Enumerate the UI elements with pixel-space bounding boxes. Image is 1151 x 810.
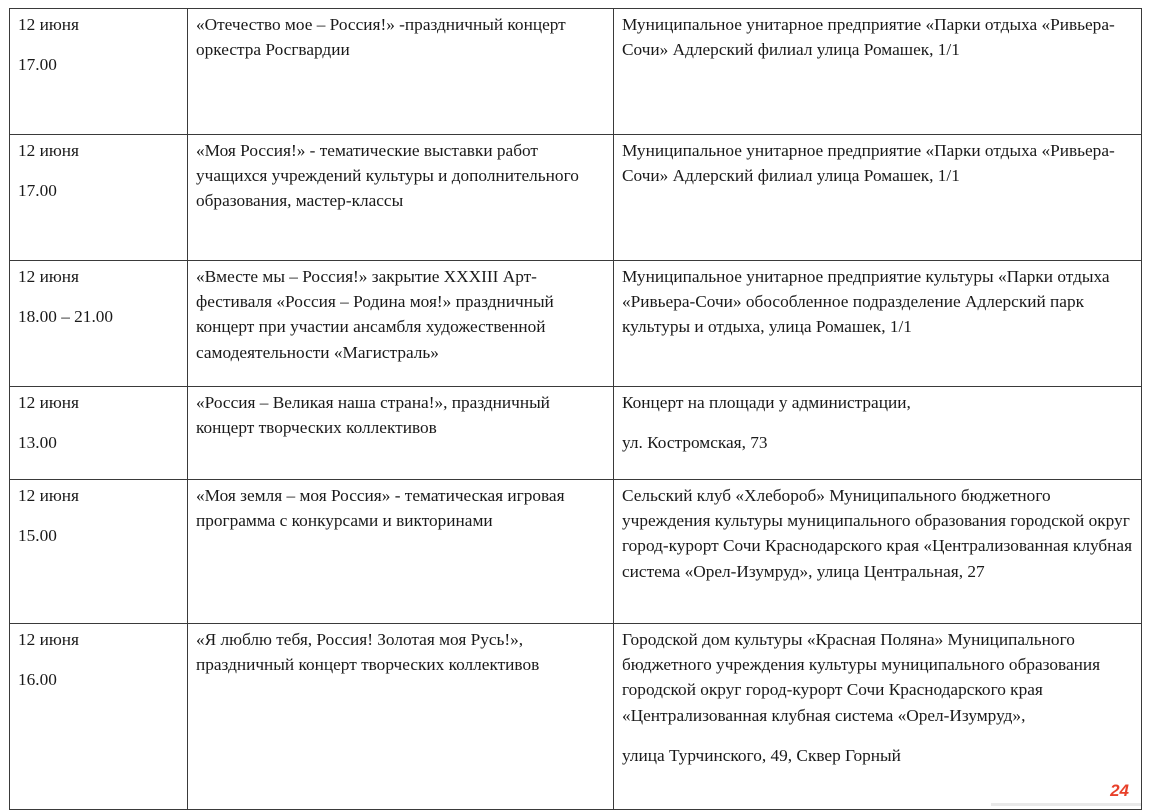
event-date: 12 июня	[18, 141, 79, 160]
event-description: «Отечество мое – Россия!» -праздничный концерт оркестра Росгвардии	[196, 15, 566, 60]
table-row	[10, 261, 1142, 387]
event-place: Концерт на площади у администрации,	[622, 393, 911, 412]
place-cell	[614, 480, 1142, 624]
event-time: 15.00	[18, 526, 57, 546]
place-cell	[614, 387, 1142, 480]
event-place: Сельский клуб «Хлебороб» Муниципального бюджетного учреждения культуры муниципального образования городской округ город-курорт Сочи Краснодарского края «Централизованная клубная система «Орел-Изумруд», улица Центральная, 27	[622, 486, 1133, 581]
date-time-cell	[10, 9, 188, 135]
date-time-cell	[10, 261, 188, 387]
event-time: 16.00	[18, 670, 57, 690]
event-time: 13.00	[18, 433, 57, 453]
event-place: Муниципальное унитарное предприятие «Парки отдыха «Ривьера-Сочи» Адлерский филиал улица Ромашек, 1/1	[622, 141, 1115, 186]
table-row	[10, 387, 1142, 480]
event-description: «Моя земля – моя Россия» - тематическая игровая программа с конкурсами и викторинами	[196, 486, 565, 531]
place-cell	[614, 9, 1142, 135]
event-cell	[188, 480, 614, 624]
event-place-address: улица Турчинского, 49, Сквер Горный	[622, 745, 901, 765]
event-time: 18.00 – 21.00	[18, 307, 114, 327]
events-schedule-table	[9, 8, 1142, 810]
event-description: «Моя Россия!» - тематические выставки работ учащихся учреждений культуры и дополнительного образования, мастер-классы	[196, 141, 579, 211]
event-time: 17.00	[18, 55, 57, 75]
event-description: «Вместе мы – Россия!» закрытие XXXIII Арт-фестиваля «Россия – Родина моя!» праздничный концерт при участии ансамбля художественной самодеятельности «Магистраль»	[196, 267, 554, 362]
event-cell	[188, 135, 614, 261]
place-cell	[614, 135, 1142, 261]
table-row	[10, 9, 1142, 135]
date-time-cell	[10, 387, 188, 480]
place-cell	[614, 624, 1142, 810]
event-place: Муниципальное унитарное предприятие культуры «Парки отдыха «Ривьера-Сочи» обособленное подразделение Адлерский парк культуры и отдыха, улица Ромашек, 1/1	[622, 267, 1110, 337]
place-cell	[614, 261, 1142, 387]
event-cell	[188, 387, 614, 480]
date-time-cell	[10, 480, 188, 624]
watermark-logo: 24	[1110, 781, 1129, 800]
table-row	[10, 135, 1142, 261]
event-place: Городской дом культуры «Красная Поляна» Муниципального бюджетного учреждения культуры муниципального образования городской округ город-курорт Сочи Краснодарского края «Централизованная клубная система «Орел-Изумруд»,	[622, 630, 1101, 725]
table-row	[10, 624, 1142, 810]
event-date: 12 июня	[18, 15, 79, 34]
date-time-cell	[10, 624, 188, 810]
event-cell	[188, 9, 614, 135]
event-date: 12 июня	[18, 630, 79, 649]
event-cell	[188, 261, 614, 387]
event-description: «Россия – Великая наша страна!», праздничный концерт творческих коллективов	[196, 393, 550, 438]
event-description: «Я люблю тебя, Россия! Золотая моя Русь!», праздничный концерт творческих коллективов	[196, 630, 540, 675]
event-time: 17.00	[18, 181, 57, 201]
table-row	[10, 480, 1142, 624]
date-time-cell	[10, 135, 188, 261]
watermark-strip	[991, 803, 1141, 806]
event-place-address: ул. Костромская, 73	[622, 433, 768, 453]
event-date: 12 июня	[18, 267, 79, 286]
event-cell	[188, 624, 614, 810]
event-date: 12 июня	[18, 393, 79, 412]
event-date: 12 июня	[18, 486, 79, 505]
event-place: Муниципальное унитарное предприятие «Парки отдыха «Ривьера-Сочи» Адлерский филиал улица Ромашек, 1/1	[622, 15, 1115, 60]
